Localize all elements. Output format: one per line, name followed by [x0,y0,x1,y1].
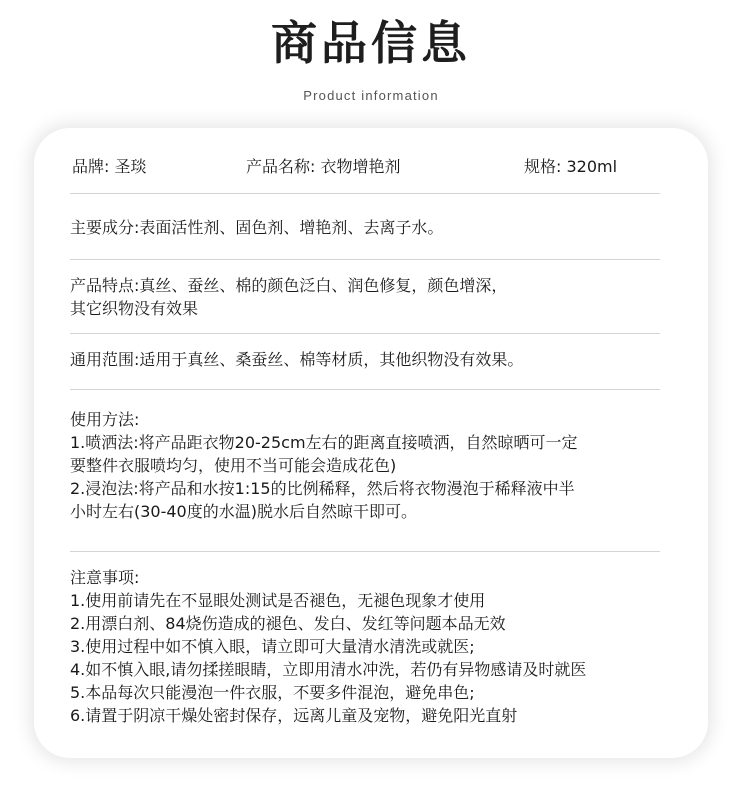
notes-line: 3.使用过程中如不慎入眼，请立即可大量清水清洗或就医; [70,637,475,656]
features-line: 产品特点:真丝、蚕丝、棉的颜色泛白、润色修复，颜色增深， [70,276,508,295]
notes-line: 5.本品每次只能漫泡一件衣服，不要多件混泡，避免串色; [70,683,475,702]
notes-line: 6.请置于阴凉干燥处密封保存，远离儿童及宠物，避免阳光直射 [70,706,518,725]
page-subtitle: Product information [303,88,439,103]
notes-heading: 注意事项: [70,568,140,587]
divider [70,193,660,194]
usage-line: 要整件衣服喷均匀，使用不当可能会造成花色) [70,456,397,475]
divider [70,259,660,260]
notes-line: 2.用漂白剂、84烧伤造成的褪色、发白、发红等问题本品无效 [70,614,506,633]
scope-text: 通用范围:适用于真丝、桑蚕丝、棉等材质，其他织物没有效果。 [70,350,524,369]
divider [70,551,660,552]
divider [70,333,660,334]
usage-section [70,408,662,523]
usage-line: 小时左右(30-40度的水温)脱水后自然晾干即可。 [70,502,417,521]
features-line: 其它织物没有效果 [70,299,199,318]
notes-section [70,566,662,727]
page-title: 商品信息 [271,16,471,70]
brand-field: 品牌: 圣琰 [72,157,147,176]
usage-line: 2.浸泡法:将产品和水按1:15的比例稀释，然后将衣物漫泡于稀释液中半 [70,479,575,498]
features-section [70,274,662,320]
notes-line: 1.使用前请先在不显眼处测试是否褪色，无褪色现象才使用 [70,591,486,610]
product-name-field: 产品名称: 衣物增艳剂 [246,157,401,176]
divider [70,389,660,390]
product-info-card [34,128,708,758]
ingredients-text: 主要成分:表面活性剂、固色剂、增艳剂、去离子水。 [70,218,444,237]
notes-line: 4.如不慎入眼,请勿揉搓眼睛，立即用清水冲洗，若仍有异物感请及时就医 [70,660,587,679]
usage-heading: 使用方法: [70,410,140,429]
usage-line: 1.喷洒法:将产品距衣物20-25cm左右的距离直接喷洒，自然晾晒可一定 [70,433,578,452]
size-field: 规格: 320ml [524,157,618,176]
